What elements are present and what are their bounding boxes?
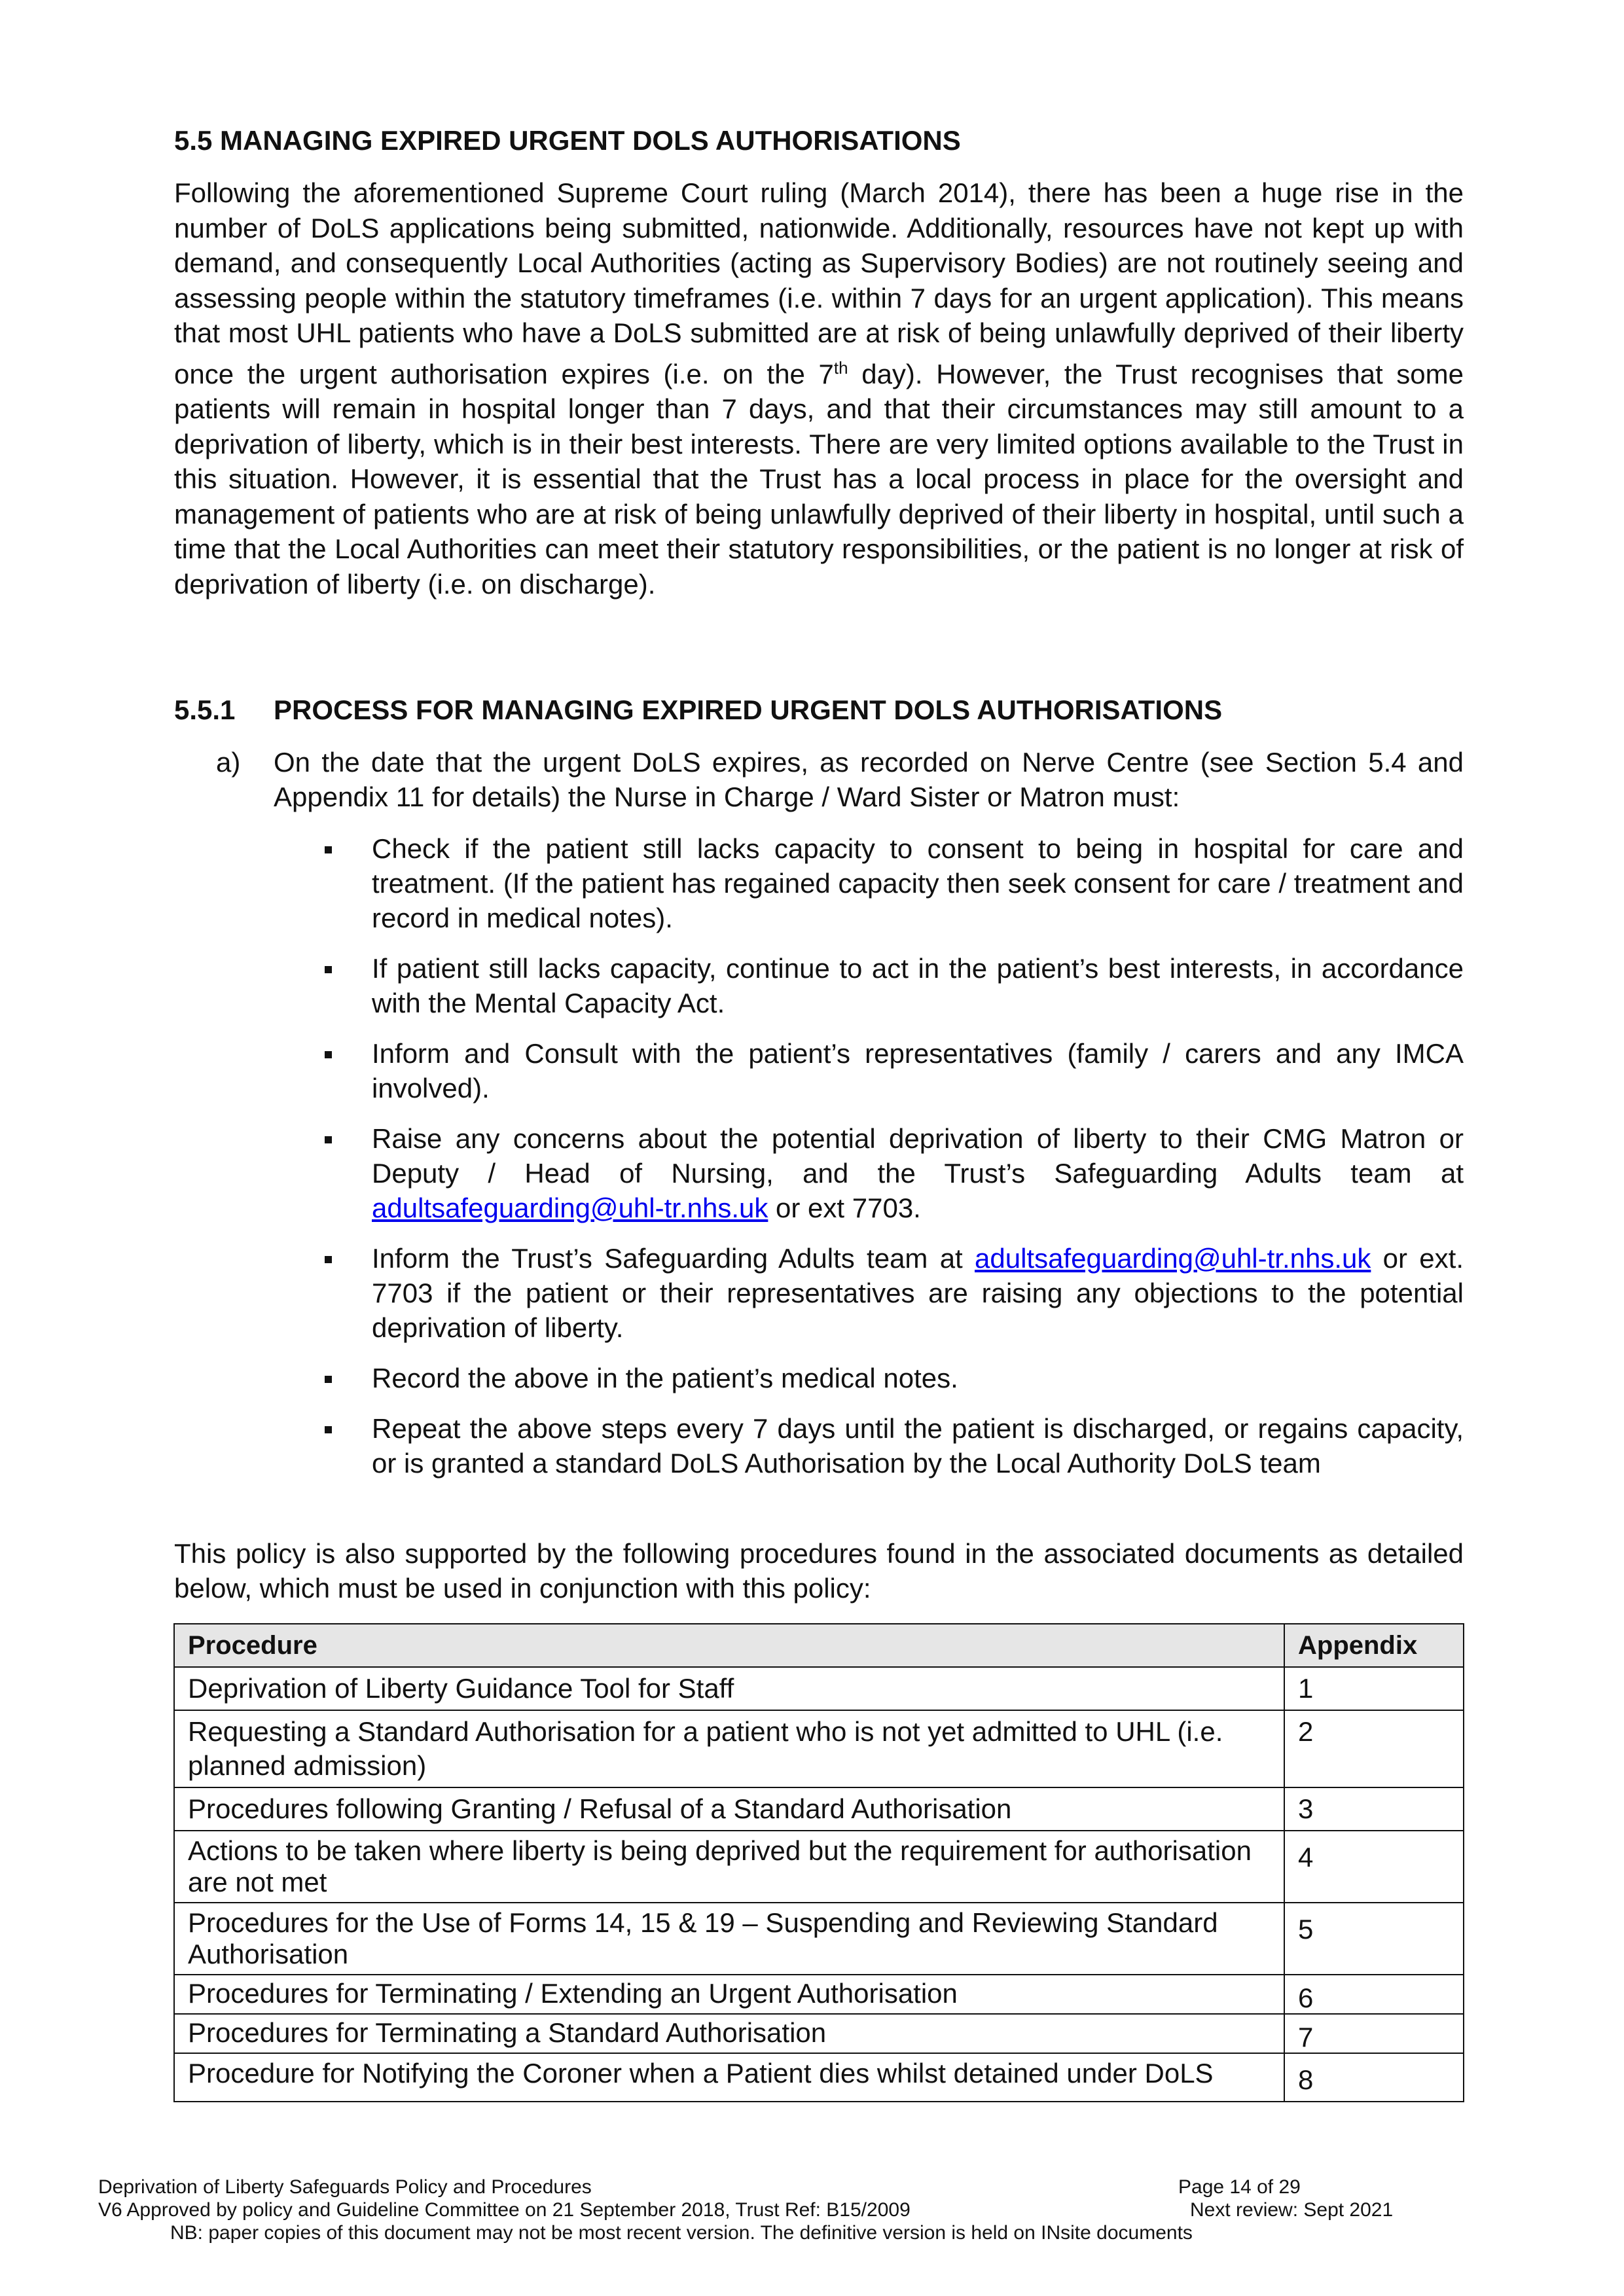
bullet-item [321, 951, 1464, 1020]
bullet-item [321, 1361, 1464, 1395]
table-row [174, 2053, 1464, 2102]
bullet-item [321, 1241, 1464, 1345]
table-row [174, 1710, 1464, 1787]
bullet-item [321, 1121, 1464, 1225]
table-row [174, 1975, 1464, 2014]
list-item-a [216, 745, 1464, 814]
bullet-item [321, 1036, 1464, 1105]
bullet-list [321, 831, 1464, 1496]
table-row [174, 1903, 1464, 1975]
footer-approval: V6 Approved by policy and Guideline Committee on 21 September 2018, Trust Ref: B15/2009 [98, 2199, 911, 2221]
procedure-cell: Procedures for Terminating a Standard Authorisation [174, 2014, 1284, 2053]
appendix-cell: 4 [1284, 1831, 1464, 1903]
footer-line-2 [98, 2199, 1407, 2221]
bullet-text: Record the above in the patient’s medical notes. [372, 1363, 958, 1393]
subsection-number: 5.5.1 [174, 694, 236, 725]
intro-superscript: th [833, 357, 848, 378]
appendix-cell: 3 [1284, 1787, 1464, 1831]
procedure-cell: Procedure for Notifying the Coroner when a Patient dies whilst detained under DoLS [174, 2053, 1284, 2102]
appendix-cell: 6 [1284, 1975, 1464, 2014]
appendix-cell: 2 [1284, 1710, 1464, 1787]
bullet-square-icon [325, 966, 332, 973]
bullet-square-icon [325, 1426, 332, 1433]
procedure-cell: Procedures for Terminating / Extending an Urgent Authorisation [174, 1975, 1284, 2014]
bullet-square-icon [325, 1256, 332, 1263]
appendix-cell: 7 [1284, 2014, 1464, 2053]
procedures-table [173, 1623, 1464, 2102]
bullet-text-end: or ext. 7703 if the patient or their representatives are raising any objections to the potential deprivation of liberty. [372, 1243, 1464, 1343]
bullet-item [321, 1411, 1464, 1480]
footer-doc-title: Deprivation of Liberty Safeguards Policy and Procedures [98, 2176, 592, 2198]
table-header-row [174, 1624, 1464, 1667]
header-procedure: Procedure [174, 1624, 1284, 1667]
bullet-text-end: or ext 7703. [768, 1193, 921, 1223]
bullet-square-icon [325, 1051, 332, 1058]
section-heading: 5.5 MANAGING EXPIRED URGENT DOLS AUTHORISATIONS [174, 125, 961, 156]
footer-line-1 [98, 2176, 1407, 2198]
bullet-text: Repeat the above steps every 7 days until the patient is discharged, or regains capacity, or is granted a standard DoLS Authorisation by the Local Authority DoLS team [372, 1413, 1464, 1479]
supporting-procedures-text: This policy is also supported by the following procedures found in the associated documents as detailed below, which must be used in conjunction with this policy: [174, 1538, 1464, 1604]
bullet-text: Inform and Consult with the patient’s representatives (family / carers and any IMCA involved). [372, 1038, 1464, 1103]
procedure-cell: Actions to be taken where liberty is being deprived but the requirement for authorisation are not met [174, 1831, 1284, 1903]
bullet-text: Raise any concerns about the potential deprivation of liberty to their CMG Matron or Deputy / Head of Nursing, and the Trust’s Safeguarding Adults team at [372, 1123, 1464, 1189]
bullet-square-icon [325, 846, 332, 853]
subsection-heading [174, 694, 1464, 726]
email-link[interactable]: adultsafeguarding@uhl-tr.nhs.uk [975, 1243, 1371, 1274]
appendix-cell: 8 [1284, 2053, 1464, 2102]
bullet-item [321, 831, 1464, 935]
procedure-cell: Requesting a Standard Authorisation for a patient who is not yet admitted to UHL (i.e. planned admission) [174, 1710, 1284, 1787]
appendix-cell: 5 [1284, 1903, 1464, 1975]
intro-paragraph [174, 175, 1464, 601]
procedure-cell: Deprivation of Liberty Guidance Tool for Staff [174, 1667, 1284, 1710]
bullet-square-icon [325, 1376, 332, 1383]
intro-text-part1: Following the aforementioned Supreme Court ruling (March 2014), there has been a huge rise in the number of DoLS applications being submitted, nationwide. Additionally, resources have not kept up with demand, and consequently Local Authorities (acting as Supervisory Bodies) are not routinely seeing and assessing people within the statutory timeframes (i.e. within 7 days for an urgent application). This means that most UHL patients who have a DoLS submitted are at risk of being unlawfully deprived of their liberty once the urgent authorisation expires (i.e. on the 7 [174, 177, 1464, 389]
intro-text-part2: day). However, the Trust recognises that some patients will remain in hospital longer than 7 days, and that their circumstances may still amount to a deprivation of liberty, which is in their best interests. There are very limited options available to the Trust in this situation. However, it is essential that the Trust has a local process in place for the oversight and management of patients who are at risk of being unlawfully deprived of their liberty in hospital, until such a time that the Local Authorities can meet their statutory responsibilities, or the patient is no longer at risk of deprivation of liberty (i.e. on discharge). [174, 358, 1464, 600]
procedure-cell: Procedures for the Use of Forms 14, 15 & 19 – Suspending and Reviewing Standard Authorisation [174, 1903, 1284, 1975]
table-row [174, 1667, 1464, 1710]
bullet-square-icon [325, 1136, 332, 1143]
header-appendix: Appendix [1284, 1624, 1464, 1667]
list-item-text: On the date that the urgent DoLS expires, as recorded on Nerve Centre (see Section 5.4 and Appendix 11 for details) the Nurse in Charge / Ward Sister or Matron must: [274, 747, 1464, 812]
list-item-label: a) [216, 747, 241, 778]
bullet-text: If patient still lacks capacity, continue to act in the patient’s best interests, in accordance with the Mental Capacity Act. [372, 953, 1464, 1018]
table-row [174, 2014, 1464, 2053]
email-link[interactable]: adultsafeguarding@uhl-tr.nhs.uk [372, 1193, 768, 1223]
table-row [174, 1787, 1464, 1831]
footer-note: NB: paper copies of this document may not be most recent version. The definitive version is held on INsite documents [170, 2222, 1193, 2244]
subsection-title: PROCESS FOR MANAGING EXPIRED URGENT DOLS AUTHORISATIONS [274, 694, 1223, 725]
bullet-text: Check if the patient still lacks capacity to consent to being in hospital for care and treatment. (If the patient has regained capacity then seek consent for care / treatment and record in medical notes). [372, 833, 1464, 933]
appendix-cell: 1 [1284, 1667, 1464, 1710]
procedure-cell: Procedures following Granting / Refusal of a Standard Authorisation [174, 1787, 1284, 1831]
table-row [174, 1831, 1464, 1903]
bullet-text: Inform the Trust’s Safeguarding Adults team at [372, 1243, 975, 1274]
footer-next-review: Next review: Sept 2021 [1190, 2199, 1394, 2221]
footer-page-number: Page 14 of 29 [1178, 2176, 1301, 2198]
